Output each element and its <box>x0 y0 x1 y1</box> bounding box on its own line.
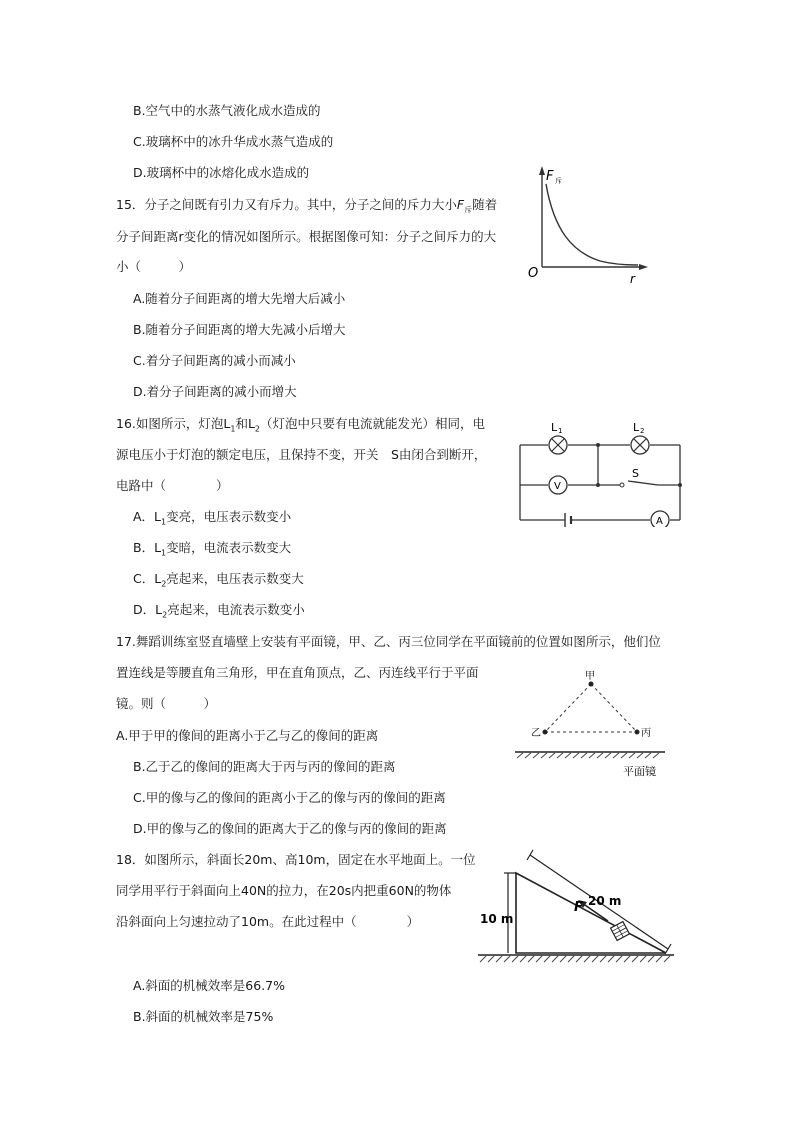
q15-y-label-sub: 斥 <box>555 177 562 185</box>
q15-repulsion-curve <box>546 184 638 265</box>
q16-switch-contact <box>620 483 624 487</box>
q18-stem-line1: 18．如图所示，斜面长20m、高10m，固定在水平地面上。一位 <box>116 852 476 867</box>
q16-stem-text-a: 16.如图所示，灯泡L <box>116 416 231 431</box>
q18-length-label: 20 m <box>588 894 622 908</box>
q17-yi-label: 乙 <box>531 728 541 739</box>
q17-option-d: D.甲的像与乙的像间的距离大于乙的像与丙的像间的距离 <box>133 821 447 836</box>
q18-incline <box>516 873 666 953</box>
q18-stem-line2: 同学用平行于斜面向上40N的拉力，在20s内把重60N的物体 <box>116 883 452 898</box>
q18-length-tick-bottom <box>665 944 671 954</box>
q16-option-b-text: 变暗，电流表示数变大 <box>166 540 292 555</box>
q17-triangle <box>545 684 637 732</box>
q17-option-c: C.甲的像与乙的像间的距离小于乙的像与丙的像间的距离 <box>133 790 446 805</box>
q16-stem-line2: 源电压小于灯泡的额定电压，且保持不变，开关 S由闭合到断开， <box>116 447 487 462</box>
q15-force-subscript: 斥 <box>464 205 473 215</box>
q15-option-d: D.着分子间距离的减小而增大 <box>133 384 297 399</box>
q16-option-c-sub: 2 <box>161 579 167 589</box>
q16-stem-text-c: （灯泡中只要有电流就能发光）相同，电 <box>260 416 486 431</box>
q16-lamp-l1-label: L <box>551 421 558 434</box>
q16-option-a-label: A．L <box>133 509 162 524</box>
q16-option-b <box>133 539 291 563</box>
q16-lamp-l2-icon <box>631 436 649 454</box>
q17-mirror-diagram <box>515 668 675 780</box>
q16-voltmeter-label: V <box>554 481 561 492</box>
q16-lamp-l2-sub: 2 <box>640 427 645 435</box>
q17-mirror-label: 平面镜 <box>623 765 656 778</box>
q16-ammeter-label: A <box>656 516 663 527</box>
q15-stem-line3: 小（ ） <box>116 259 192 274</box>
q16-option-c-label: C．L <box>133 571 162 586</box>
q16-option-d-label: D．L <box>133 602 163 617</box>
q15-stem-text-end: 随着 <box>472 197 498 212</box>
q18-incline-diagram <box>478 845 678 973</box>
q16-option-b-sub: 1 <box>161 548 167 558</box>
q17-jia-label: 甲 <box>585 671 595 682</box>
q15-force-symbol: F <box>456 197 465 212</box>
q15-option-c: C.着分子间距离的减小而减小 <box>133 353 296 368</box>
q15-y-arrow-icon <box>539 166 545 175</box>
q14-option-c: C.玻璃杯中的冰升华成水蒸气造成的 <box>133 134 334 149</box>
q15-origin-label: O <box>528 266 539 281</box>
q14-option-d: D.玻璃杯中的冰熔化成水造成的 <box>133 165 310 180</box>
q15-option-a: A.随着分子间距离的增大先增大后减小 <box>133 291 346 306</box>
q17-jia-dot <box>589 682 594 687</box>
q17-bing-label: 丙 <box>641 728 651 739</box>
q16-option-a-sub: 1 <box>161 517 167 527</box>
q16-junction-dot <box>596 483 600 487</box>
q17-yi-dot <box>543 730 548 735</box>
q16-option-b-label: B．L <box>133 540 162 555</box>
q16-lamp-l1-icon <box>549 436 567 454</box>
q16-option-c-text: 亮起来，电压表示数变大 <box>166 571 304 586</box>
q15-stem-line1 <box>116 196 497 220</box>
q18-force-label: F <box>574 900 583 915</box>
q17-mirror-hatch <box>517 753 659 758</box>
q16-circuit-diagram <box>510 415 690 527</box>
q17-bing-dot <box>635 730 640 735</box>
q16-sub-1: 1 <box>230 424 236 434</box>
q17-option-a: A.甲于甲的像间的距离小于乙与乙的像间的距离 <box>116 728 379 743</box>
q18-option-a: A.斜面的机械效率是66.7% <box>133 978 286 993</box>
q15-y-label: F <box>546 169 554 184</box>
q16-option-c <box>133 570 304 594</box>
q17-option-b: B.乙于乙的像间的距离大于丙与丙的像间的距离 <box>133 759 396 774</box>
q18-ground-hatch <box>480 956 670 962</box>
q16-stem-line3: 电路中（ ） <box>116 478 229 493</box>
q17-stem-line3: 镜。则（ ） <box>116 696 217 711</box>
q16-stem-line1 <box>116 415 485 439</box>
q15-option-b: B.随着分子间距离的增大先减小后增大 <box>133 322 346 337</box>
q15-force-graph <box>520 162 655 287</box>
q16-option-a <box>133 508 291 532</box>
q18-height-label: 10 m <box>480 912 514 926</box>
q16-switch-label: S <box>632 467 639 480</box>
q16-lamp-l2-label: L <box>633 421 640 434</box>
q15-stem-line2: 分子间距离r变化的情况如图所示。根据图像可知：分子之间斥力的大 <box>116 229 497 244</box>
q16-junction-dot <box>678 483 682 487</box>
q14-option-b: B.空气中的水蒸气液化成水造成的 <box>133 103 321 118</box>
q15-x-label: r <box>630 272 635 286</box>
q16-sub-2: 2 <box>254 424 260 434</box>
q17-stem-line1: 17.舞蹈训练室竖直墙壁上安装有平面镜，甲、乙、丙三位同学在平面镜前的位置如图所示，他们位 <box>116 634 661 649</box>
q16-junction-dot <box>596 443 600 447</box>
q17-stem-line2: 置连线是等腰直角三角形，甲在直角顶点，乙、丙连线平行于平面 <box>116 665 479 680</box>
q16-stem-text-b: 和L <box>235 416 255 431</box>
q16-option-d <box>133 601 305 625</box>
q16-option-d-sub: 2 <box>162 610 168 620</box>
q18-option-b: B.斜面的机械效率是75% <box>133 1009 274 1024</box>
q16-option-a-text: 变亮，电压表示数变小 <box>166 509 292 524</box>
q18-length-tick-top <box>527 850 533 860</box>
q15-x-arrow-icon <box>639 264 648 270</box>
q18-stem-line3: 沿斜面向上匀速拉动了10m。在此过程中（ ） <box>116 914 420 929</box>
q16-option-d-text: 亮起来，电流表示数变小 <box>167 602 305 617</box>
q16-lamp-l1-sub: 1 <box>558 427 563 435</box>
q15-stem-text: 15．分子之间既有引力又有斥力。其中，分子之间的斥力大小 <box>116 197 457 212</box>
